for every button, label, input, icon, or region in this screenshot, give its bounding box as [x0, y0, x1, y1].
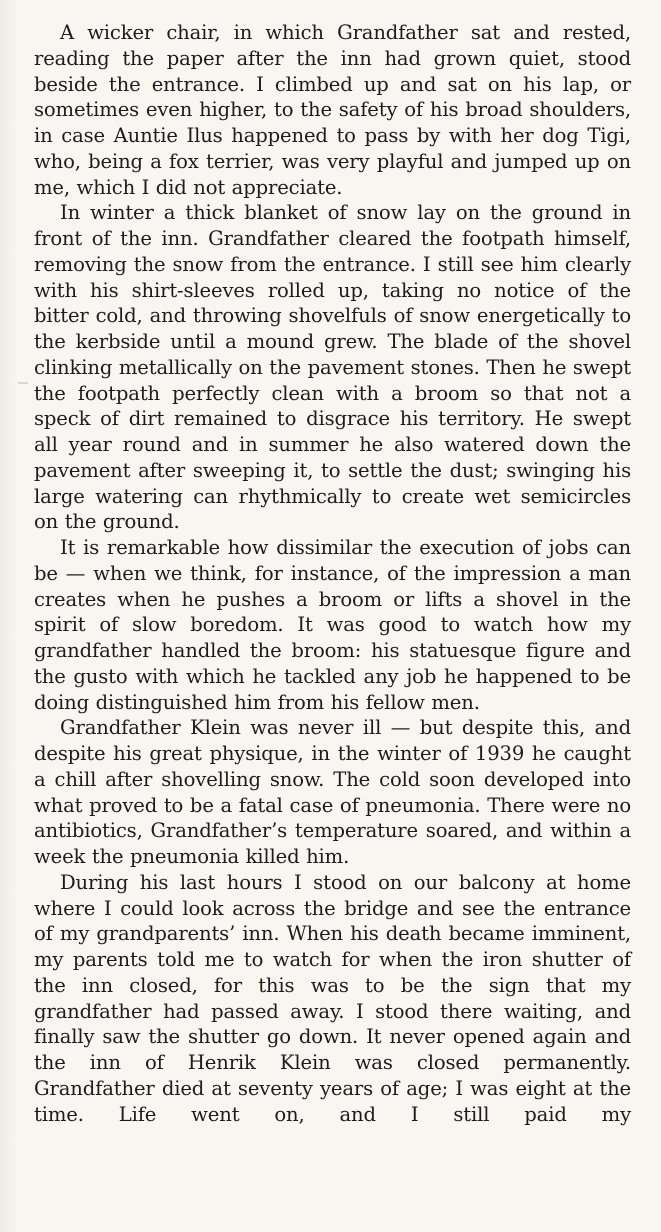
- paragraph-illness: Grandfather Klein was never ill — but despite this, and despite his great physique, in the winter of 1939 he caught a chill after shovelling snow. The cold soon developed into what proved to be a fatal case of pneumonia. There were no antibiotics, Grandfather’s temperature soared, and within a week the pneumonia killed him.: [34, 716, 631, 868]
- body-text: [34, 20, 631, 1127]
- paragraph-broom-work: It is remarkable how dissimilar the execution of jobs can be — when we think, for instance, of the impression a man creates when he pushes a broom or lifts a shovel in the spirit of slow boredom. It was good to watch how my grandfather handled the broom: his statuesque figure and the gusto with which he tackled any job he happened to be doing distinguished him from his fellow men.: [34, 536, 631, 714]
- paragraph-wicker-chair: A wicker chair, in which Grandfather sat and rested, reading the paper after the inn had grown quiet, stood beside the entrance. I climbed up and sat on his lap, or sometimes even higher, to the safety of his broad shoulders, in case Auntie Ilus happened to pass by with her dog Tigi, who, being a fox terrier, was very playful and jumped up on me, which I did not appreciate.: [34, 21, 631, 199]
- paragraph-last-hours: During his last hours I stood on our balcony at home where I could look across the bridge and see the entrance of my grandparents’ inn. When his death became imminent, my parents told me to watch for when the iron shutter of the inn closed, for this was to be the sign that my grandfather had passed away. I stood there waiting, and finally saw the shutter go down. It never opened again and the inn of Henrik Klein was closed permanently. Grandfather died at seventy years of age; I was eight at the time. Life went on, and I still paid my: [34, 870, 631, 1126]
- paragraph-winter-snow: In winter a thick blanket of snow lay on the ground in front of the inn. Grandfather cleared the footpath himself, removing the snow from the entrance. I still see him clearly with his shirt-sleeves rolled up, taking no notice of the bitter cold, and throwing shovelfuls of snow energetically to the kerbside until a mound grew. The blade of the shovel clinking metallically on the pavement stones. Then he swept the footpath perfectly clean with a broom so that not a speck of dirt remained to disgrace his territory. He swept all year round and in summer he also watered down the pavement after sweeping it, to settle the dust; swinging his large watering can rhythmically to create wet semicircles on the ground.: [34, 201, 631, 534]
- scan-mark: [18, 382, 28, 384]
